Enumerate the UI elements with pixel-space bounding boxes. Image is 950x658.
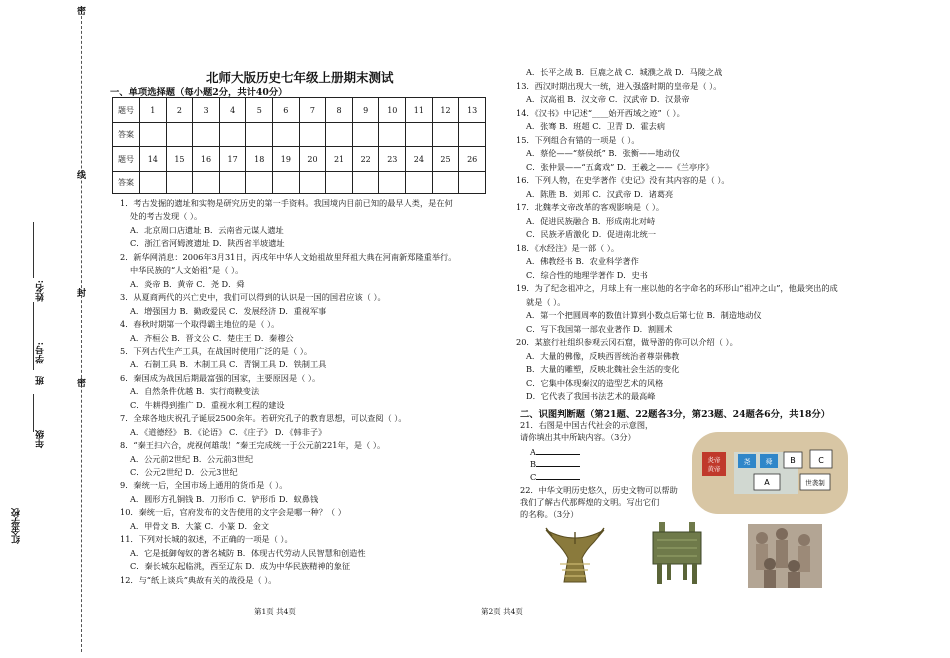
- answer-cell[interactable]: [193, 172, 220, 194]
- question-number: 26: [459, 147, 486, 172]
- question-line: A．汉高祖 B．汉文帝 C．汉武帝 D．汉景帝: [526, 94, 690, 104]
- table-row-label: 题号: [113, 147, 140, 172]
- table-row-label: 答案: [113, 172, 140, 194]
- seal-line: [81, 6, 82, 652]
- question-line: A．长平之战 B．巨鹿之战 C．城濮之战 D．马陵之战: [526, 67, 723, 77]
- section2-heading: 二、识图判断题（第21题、22题各3分，第23题、24题各6分，共18分）: [520, 409, 831, 420]
- answer-cell[interactable]: [326, 172, 353, 194]
- q22-text: 的名称。（3分）: [520, 509, 579, 519]
- question-line: A．公元前2世纪 B．公元前3世纪: [130, 453, 254, 464]
- diagram-box-b-text: B: [790, 456, 796, 465]
- answer-cell[interactable]: [352, 123, 379, 147]
- question-number: 25: [432, 147, 459, 172]
- question-line: B．大量的雕塑，反映北魏社会生活的变化: [526, 364, 680, 374]
- question-line: A．圆形方孔铜钱 B．刀形币 C．铲形币 D．蚁鼻钱: [130, 493, 319, 504]
- question-line: 11．下列对长城的叙述，不正确的一项是（ ）。: [120, 534, 293, 545]
- question-number: 22: [352, 147, 379, 172]
- question-line: 9．秦统一后，全国市场上通用的货币是（ ）。: [120, 480, 288, 491]
- answer-cell[interactable]: [219, 172, 246, 194]
- question-line: A．北京周口店遗址 B．云南省元谋人遗址: [130, 224, 284, 235]
- question-line: A．佛教经书 B．农业科学著作: [526, 256, 639, 266]
- answer-cell[interactable]: [459, 172, 486, 194]
- question-line: 处的考古发现（ ）。: [130, 211, 203, 222]
- question-line: A．《道德经》 B．《论语》 C．《庄子》 D．《韩非子》: [130, 426, 327, 437]
- answer-cell[interactable]: [193, 123, 220, 147]
- question-line: C．公元2世纪 D．公元3世纪: [130, 467, 238, 477]
- blank-a[interactable]: [530, 446, 580, 456]
- question-line: D．它代表了我国书法艺术的最高峰: [526, 391, 656, 401]
- answer-cell[interactable]: [140, 172, 167, 194]
- answer-cell[interactable]: [273, 123, 300, 147]
- question-number: 4: [219, 98, 246, 123]
- diagram-box-yandi-text-2: 黄帝: [707, 465, 721, 473]
- seal-mark-bottom: 密: [77, 379, 87, 389]
- question-line: A．自然条件优越 B．实行商鞅变法: [130, 386, 260, 397]
- question-line: A．甲骨文 B．大篆 C．小篆 D．金文: [130, 520, 270, 531]
- blank-b[interactable]: [530, 458, 580, 468]
- answer-cell[interactable]: [406, 123, 433, 147]
- answer-cell[interactable]: [166, 172, 193, 194]
- question-number: 7: [299, 98, 326, 123]
- answer-cell[interactable]: [299, 123, 326, 147]
- question-line: A．它是抵御匈奴的著名城防 B．体现古代劳动人民智慧和创造性: [130, 547, 366, 558]
- blank-c-label: C: [530, 472, 537, 482]
- q21-text: 请你填出其中所缺内容。（3分）: [520, 432, 636, 442]
- question-number: 19: [273, 147, 300, 172]
- blank-a-label: A: [530, 447, 536, 457]
- question-line: 就是（ ）。: [526, 296, 566, 307]
- blank-c[interactable]: [530, 471, 580, 481]
- question-number: 18: [246, 147, 273, 172]
- question-number: 24: [406, 147, 433, 172]
- question-line: A．石制工具 B．木制工具 C．青铜工具 D．铁制工具: [130, 359, 327, 370]
- question-line: A．增强国力 B．勤政爱民 C．发展经济 D．重视军事: [130, 305, 327, 316]
- table-row-label: 答案: [113, 123, 140, 147]
- diagram-box-c-text: C: [818, 456, 824, 465]
- society-diagram: [692, 432, 848, 514]
- answer-cell[interactable]: [406, 172, 433, 194]
- question-number: 20: [299, 147, 326, 172]
- bronze-ding-image: [645, 520, 709, 586]
- answer-cell[interactable]: [246, 123, 273, 147]
- seal-mark-mid: 封: [77, 289, 87, 299]
- binding-margin: [0, 0, 95, 658]
- terracotta-warriors-image: [748, 524, 822, 588]
- answer-cell[interactable]: [352, 172, 379, 194]
- question-line: A．促进民族融合 B．形成南北对峙: [526, 215, 656, 226]
- question-line: 12．与“纸上谈兵”典故有关的战役是（ ）。: [120, 574, 277, 585]
- question-line: A．陈胜 B．刘邦 C．汉武帝 D．诸葛亮: [526, 188, 674, 199]
- student-no-label: 学号:: [36, 342, 46, 364]
- question-line: 4．春秋时期第一个取得霸主地位的是（ ）。: [120, 319, 280, 330]
- answer-cell[interactable]: [299, 172, 326, 194]
- question-line: 19．为了纪念祖冲之，月球上有一座以他的名字命名的环形山“祖冲之山”，他最突出的成: [516, 283, 838, 293]
- answer-cell[interactable]: [166, 123, 193, 147]
- school-label: 红金学校: [12, 508, 22, 544]
- question-number: 23: [379, 147, 406, 172]
- question-line: A．第一个把圆周率的数值计算到小数点后第七位 B．制造地动仪: [526, 310, 762, 320]
- question-line: C．综合性的地理学著作 D．史书: [526, 269, 648, 280]
- question-line: C．张仲景——“五禽戏” D．王羲之——《兰亭序》: [526, 161, 714, 172]
- answer-cell[interactable]: [246, 172, 273, 194]
- question-line: 5．下列古代生产工具，在战国时使用广泛的是（ ）。: [120, 345, 313, 356]
- question-number: 12: [432, 98, 459, 123]
- table-row-label: 题号: [113, 98, 140, 123]
- question-number: 8: [326, 98, 353, 123]
- question-line: C．写下我国第一部农业著作 D．割圆术: [526, 323, 673, 334]
- exam-title: 北师大版历史七年级上册期末测试: [206, 70, 394, 85]
- question-number: 5: [246, 98, 273, 123]
- page-footer-left: 第1页 共4页: [254, 607, 296, 616]
- answer-cell[interactable]: [273, 172, 300, 194]
- question-line: 15．下列组合有错的一项是（ ）。: [516, 134, 640, 145]
- answer-cell[interactable]: [432, 172, 459, 194]
- question-number: 17: [219, 147, 246, 172]
- question-line: C．它集中体现秦汉的造型艺术的风格: [526, 377, 664, 388]
- question-number: 13: [459, 98, 486, 123]
- question-line: 中华民族的“人文始祖”是（ ）。: [130, 265, 244, 276]
- q22-text: 我们了解古代那辉煌的文明。写出它们: [520, 497, 660, 507]
- question-line: 2．新华网消息：2006年3月31日，丙戌年中华人文始祖故里拜祖大典在河南新郑隆重举行。: [120, 251, 457, 262]
- seal-mark-line: 线: [77, 171, 87, 181]
- question-line: C．秦长城东起临洮，西至辽东 D．成为中华民族精神的象征: [130, 561, 351, 572]
- question-line: A．张骞 B．班超 C．卫青 D．霍去病: [526, 121, 666, 131]
- question-line: 13．西汉时期出现大一统，进入强盛时期的皇帝是（ ）。: [516, 80, 722, 91]
- answer-cell[interactable]: [140, 123, 167, 147]
- question-line: C．牛耕得到推广 D．重视水利工程的建设: [130, 399, 285, 410]
- question-line: A．炎帝 B．黄帝 C．尧 D．舜: [130, 278, 245, 289]
- question-line: 7．全球各地庆祝孔子诞辰2500余年。若研究孔子的教育思想，可以查阅（ ）。: [120, 413, 407, 424]
- class-label: 班: [36, 376, 46, 385]
- question-line: 10．秦统一后，官府发布的文告使用的文字会是哪一种？（ ）: [120, 507, 346, 518]
- diagram-box-yandi-text-1: 炎帝: [707, 456, 721, 464]
- question-number: 15: [166, 147, 193, 172]
- question-line: A．大量的佛像，反映西晋统治者尊崇佛教: [526, 350, 680, 361]
- question-line: 16．下列人物，在史学著作《史记》没有其内容的是（ ）。: [516, 175, 730, 185]
- diagram-box-hereditary-text: 世袭制: [805, 479, 825, 487]
- question-line: 6．秦国成为战国后期最富强的国家，主要原因是（ ）。: [120, 372, 321, 383]
- student-no-blank[interactable]: [33, 302, 34, 340]
- question-line: A．蔡伦——“蔡侯纸” B．张衡——地动仪: [526, 148, 680, 158]
- question-number: 9: [352, 98, 379, 123]
- grade-label: 年级: [36, 430, 46, 448]
- diagram-box-a-text: A: [764, 478, 770, 487]
- question-line: A．齐桓公 B．晋文公 C．楚庄王 D．秦穆公: [130, 332, 294, 343]
- bronze-zun-image: [538, 524, 612, 588]
- question-number: 16: [193, 147, 220, 172]
- question-number: 6: [273, 98, 300, 123]
- question-number: 2: [166, 98, 193, 123]
- question-line: 14．《汉书》中记述“____始开西域之迹”（ ）。: [516, 107, 685, 118]
- question-line: 8．“秦王扫六合，虎视何雄哉！”秦王完成统一于公元前221年，是（ ）。: [120, 440, 386, 451]
- answer-table: [112, 97, 486, 194]
- section1-heading: 一、单项选择题（每小题2分，共计40分）: [110, 87, 288, 98]
- question-number: 1: [140, 98, 167, 123]
- name-label: 姓名:: [36, 280, 46, 302]
- answer-cell[interactable]: [459, 123, 486, 147]
- answer-cell[interactable]: [432, 123, 459, 147]
- question-line: 17．北魏孝文帝改革的客观影响是（ ）。: [516, 202, 665, 212]
- question-line: C．浙江省河姆渡遗址 D．陕西省半坡遗址: [130, 238, 285, 249]
- question-line: C．民族矛盾激化 D．促进南北统一: [526, 229, 657, 239]
- answer-cell[interactable]: [379, 172, 406, 194]
- q22-text: 22．中华文明历史悠久，历史文物可以帮助: [520, 485, 678, 495]
- q21-text: 21．右图是中国古代社会的示意图，: [520, 420, 654, 430]
- seal-mark-top: 密: [77, 7, 87, 17]
- answer-cell[interactable]: [219, 123, 246, 147]
- question-line: 1．考古发掘的遗址和实物是研究历史的第一手资料。我国境内目前已知的最早人类，是在何: [120, 198, 453, 208]
- blank-b-label: B: [530, 459, 537, 469]
- question-line: 20．某旅行社组织参观云冈石窟，做导游的你可以介绍（ ）。: [516, 337, 738, 347]
- answer-cell[interactable]: [326, 123, 353, 147]
- name-blank[interactable]: [33, 222, 34, 278]
- grade-blank[interactable]: [33, 394, 34, 432]
- question-number: 11: [406, 98, 433, 123]
- diagram-box-shun-text: 舜: [765, 458, 773, 466]
- question-number: 14: [140, 147, 167, 172]
- question-number: 3: [193, 98, 220, 123]
- page-footer-right: 第2页 共4页: [481, 607, 523, 616]
- question-number: 21: [326, 147, 353, 172]
- question-number: 10: [379, 98, 406, 123]
- diagram-box-yao-text: 尧: [743, 458, 751, 466]
- question-line: 3．从夏商两代的兴亡史中，我们可以得到的认识是一国的国君应该（ ）。: [120, 292, 386, 303]
- question-line: 18．《水经注》是一部（ ）。: [516, 242, 620, 253]
- answer-cell[interactable]: [379, 123, 406, 147]
